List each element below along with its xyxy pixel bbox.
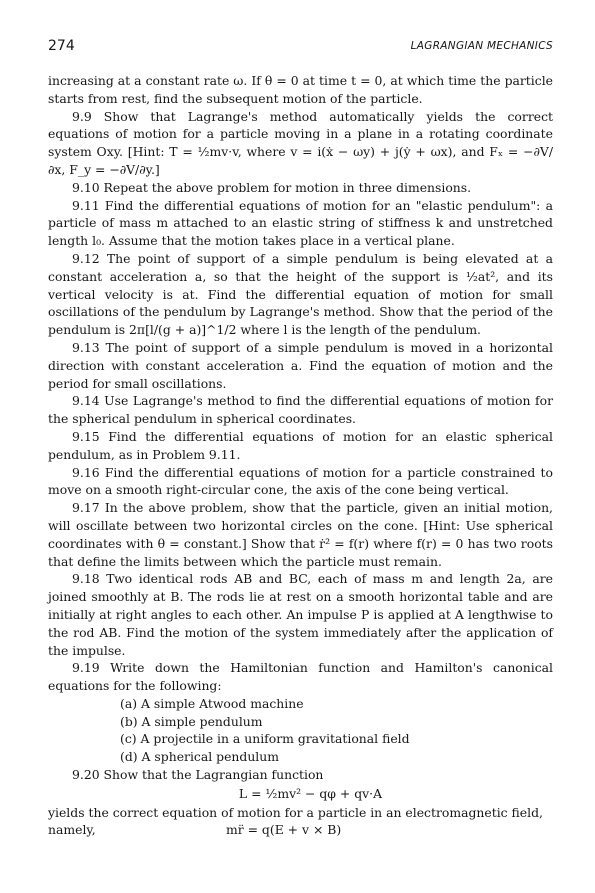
- lorentz-equation: mr̈ = q(E + v × B): [226, 822, 342, 838]
- problem-9-19-list: [48, 695, 553, 766]
- problem-9-12: 9.12 The point of support of a simple pendulum is being elevated at a constant acceleration a, so that the height of the support is ½at², and its vertical velocity is at. Find the differential equation of motion for small oscillations of the pendulum by Lagrange's method. Show that the period of the pendulum is 2π[l/(g + a)]^1/2 where l is the length of the pendulum.: [48, 250, 553, 338]
- problem-9-11: 9.11 Find the differential equations of motion for an "elastic pendulum": a particle of mass m attached to an elastic string of stiffness k and unstretched length l₀. Assume that the motion takes place in a vertical plane.: [48, 197, 553, 249]
- problem-9-10: 9.10 Repeat the above problem for motion in three dimensions.: [72, 179, 472, 195]
- problem-9-9: 9.9 Show that Lagrange's method automatically yields the correct equations of motion for a particle moving in a plane in a rotating coordinate system Oxy. [Hint: T = ½mv·v, where v = i(ẋ − ωy) + j(ẏ + ωx), and Fₓ = −∂V/∂x, F_y = −∂V/∂y.]: [48, 108, 553, 177]
- list-item: (c) A projectile in a uniform gravitational field: [120, 731, 410, 747]
- page-body: [48, 72, 553, 839]
- problem-9-17: 9.17 In the above problem, show that the particle, given an initial motion, will oscillate between two horizontal circles on the cone. [Hint: Use spherical coordinates with θ = constant.] Show that ṙ² = f(r) where f(r) = 0 has two roots that define the limits between which the particle must remain.: [48, 500, 553, 569]
- list-item: (d) A spherical pendulum: [120, 749, 279, 765]
- final-equation-line: [48, 821, 553, 839]
- problem-9-19: 9.19 Write down the Hamiltonian function and Hamilton's canonical equations for the following:: [48, 660, 553, 694]
- lagrangian-equation: L = ½mv² − qφ + qv·A: [238, 785, 383, 801]
- problem-9-20: 9.20 Show that the Lagrangian function: [72, 767, 324, 783]
- page-header: [48, 38, 553, 60]
- namely-label: namely,: [48, 822, 96, 838]
- problem-9-14: 9.14 Use Lagrange's method to find the differential equations of motion for the spherical pendulum in spherical coordinates.: [48, 393, 553, 427]
- problem-9-16: 9.16 Find the differential equations of motion for a particle constrained to move on a smooth right-circular cone, the axis of the cone being vertical.: [48, 464, 553, 498]
- running-head: LAGRANGIAN MECHANICS: [410, 40, 553, 52]
- problem-9-15: 9.15 Find the differential equations of motion for an elastic spherical pendulum, as in Problem 9.11.: [48, 428, 553, 462]
- list-item: (a) A simple Atwood machine: [120, 695, 304, 711]
- problem-9-18: 9.18 Two identical rods AB and BC, each of mass m and length 2a, are joined smoothly at B. The rods lie at rest on a smooth horizontal table and are initially at right angles to each other. An impulse P is applied at A lengthwise to the rod AB. Find the motion of the system immediately after the application of the impulse.: [48, 571, 553, 658]
- list-item: (b) A simple pendulum: [120, 713, 263, 729]
- problem-9-13: 9.13 The point of support of a simple pendulum is moved in a horizontal direction with constant acceleration a. Find the equation of motion and the period for small oscillations.: [48, 339, 553, 391]
- problem-9-20-continuation: yields the correct equation of motion for a particle in an electromagnetic field,: [48, 804, 543, 820]
- page-number: 274: [48, 38, 75, 54]
- paragraph-continuation: increasing at a constant rate ω. If θ = 0 at time t = 0, at which time the particle starts from rest, find the subsequent motion of the particle.: [48, 73, 553, 106]
